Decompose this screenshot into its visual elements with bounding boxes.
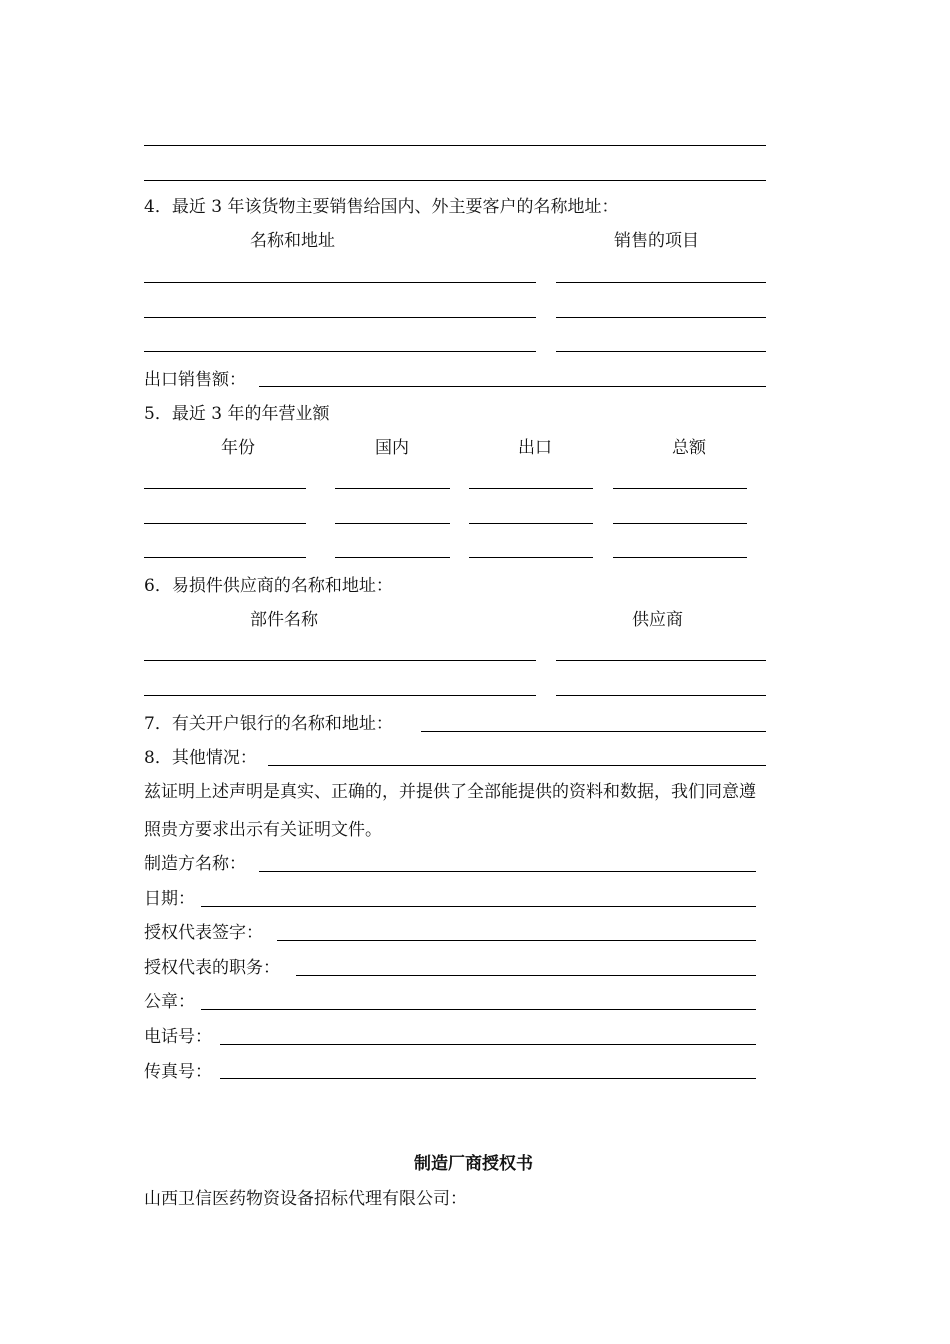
phone-line (220, 1044, 756, 1045)
other-info-line (268, 765, 766, 766)
declaration-line-1: 兹证明上述声明是真实、正确的，并提供了全部能提供的资料和数据，我们同意遵 (144, 782, 756, 802)
name-address-line (144, 317, 536, 318)
blank-line (144, 180, 766, 181)
date-line (201, 906, 756, 907)
authorization-addressee: 山西卫信医药物资设备招标代理有限公司： (144, 1189, 467, 1209)
declaration-line-2: 照贵方要求出示有关证明文件。 (144, 820, 382, 840)
column-header-sales-item: 销售的项目 (614, 231, 699, 251)
total-line (613, 557, 747, 558)
column-header-export: 出口 (518, 438, 552, 458)
blank-line (144, 145, 766, 146)
bank-info-line (421, 731, 766, 732)
manufacturer-name-label: 制造方名称： (144, 854, 246, 874)
official-seal-label: 公章： (144, 992, 195, 1012)
authorization-title: 制造厂商授权书 (414, 1154, 533, 1174)
section-5-title: 5．最近 3 年的年营业额 (144, 404, 330, 424)
year-line (144, 523, 306, 524)
section-8-label: 8．其他情况： (144, 748, 257, 768)
export-line (469, 557, 593, 558)
sales-item-line (556, 282, 766, 283)
sales-item-line (556, 351, 766, 352)
year-line (144, 488, 306, 489)
column-header-supplier: 供应商 (632, 610, 683, 630)
part-name-line (144, 660, 536, 661)
section-4-title: 4．最近 3 年该货物主要销售给国内、外主要客户的名称地址： (144, 197, 619, 217)
total-line (613, 488, 747, 489)
date-label: 日期： (144, 889, 195, 909)
phone-label: 电话号： (144, 1027, 212, 1047)
representative-title-line (296, 975, 756, 976)
representative-signature-label: 授权代表签字： (144, 923, 263, 943)
domestic-line (335, 488, 450, 489)
total-line (613, 523, 747, 524)
representative-title-label: 授权代表的职务： (144, 958, 280, 978)
official-seal-line (201, 1009, 756, 1010)
column-header-name-address: 名称和地址 (250, 231, 335, 251)
supplier-line (556, 660, 766, 661)
name-address-line (144, 282, 536, 283)
manufacturer-name-line (259, 871, 756, 872)
export-line (469, 523, 593, 524)
fax-label: 传真号： (144, 1062, 212, 1082)
sales-item-line (556, 317, 766, 318)
export-line (469, 488, 593, 489)
supplier-line (556, 695, 766, 696)
representative-signature-line (277, 940, 756, 941)
column-header-total: 总额 (672, 438, 706, 458)
section-7-label: 7．有关开户银行的名称和地址： (144, 714, 393, 734)
export-sales-label: 出口销售额： (144, 370, 246, 390)
fax-line (220, 1078, 756, 1079)
domestic-line (335, 557, 450, 558)
column-header-domestic: 国内 (375, 438, 409, 458)
domestic-line (335, 523, 450, 524)
part-name-line (144, 695, 536, 696)
name-address-line (144, 351, 536, 352)
section-6-title: 6．易损件供应商的名称和地址： (144, 576, 393, 596)
column-header-year: 年份 (221, 438, 255, 458)
column-header-part-name: 部件名称 (250, 610, 318, 630)
year-line (144, 557, 306, 558)
export-sales-line (259, 386, 766, 387)
